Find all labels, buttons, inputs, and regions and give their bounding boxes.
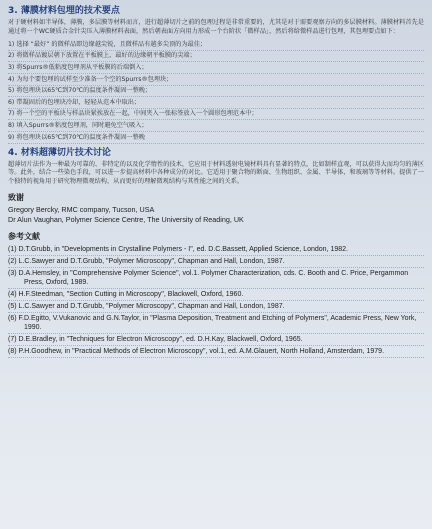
section3-steps-list (8, 39, 424, 143)
reference-item: (3) D.A.Hemsley, in "Comprehensive Polymer Science", vol.1. Polymer Characterization, cds. C. Booth and C. Price, Pergammon Press, Oxford, 1989. (8, 268, 424, 289)
step-item: 4) 为每个要包埋的试样至少准备一个空的Spurrs®包埋块； (8, 74, 424, 86)
reference-item: (7) D.E.Bradley, in "Techniques for Electron Microscopy", ed. D.H.Kay, Blackwell, Oxford, 1965. (8, 334, 424, 346)
references-list (8, 244, 424, 358)
step-item: 7) 将一个空的平板块与样品块紧挨放在一起，中间夹入一张标签放入一个圆形包埋范本中； (8, 109, 424, 121)
reference-item: (2) L.C.Sawyer and D.T.Grubb, "Polymer Microscopy", Chapman and Hall, London, 1987. (8, 256, 424, 268)
acknowledgement-line: Gregory Bercky, RMC company, Tucson, USA (8, 205, 155, 215)
section3-title: 3. 薄膜材料包埋的技术要点 (8, 6, 120, 16)
references-title: 参考文献 (8, 231, 40, 241)
reference-item: (6) F.D.Egitto, V.Vukanovic and G.N.Taylor, in "Plasma Deposition, Treatment and Etching of Polymers", Academic Press, New York, 1990. (8, 313, 424, 334)
acknowledgement-line: Dr Alun Vaughan, Polymer Science Centre, The University of Reading, UK (8, 214, 244, 224)
section4-body: 超薄切片法作为一种最为可靠的、非特定的以及化学惰性的技术，它应用于材料透射电镜材料具有显著的特点，比如制样直观，可以获得大而均匀的薄区等。此外，结合一些染色手段，可以进一步提高材料中各种成分的对比。它适用于聚合物的断面、生物组织、金属、半导体，和玻璃等等材料。提供了一个独特的视角用于研究物理微观结构，从而更好的理解微观结构与其性能之间的关系。 (8, 160, 424, 185)
reference-item: (5) L.C.Sawyer and D.T.Grubb, "Polymer Microscopy", Chapman and Hall, London, 1987. (8, 301, 424, 313)
step-item: 2) 将微样品镀层朝下放置在平板膜上，最好的边缘朝平板膜的尖端； (8, 51, 424, 63)
reference-item: (1) D.T.Grubb, in "Developments in Crystalline Polymers - I", ed. D.C.Bassett, Applied Science, London, 1982. (8, 244, 424, 256)
step-item: 8) 填入Spurrs®粘度包埋剂，同时避免空气吸入； (8, 120, 424, 132)
section4-title: 4. 材料超薄切片技术讨论 (8, 147, 111, 158)
reference-item: (8) P.H.Goodhew, in "Practical Methods of Electron Microscopy", vol.1, ed. A.M.Glauert, North Holland, Amsterdam, 1979. (8, 346, 424, 358)
step-item: 3) 将Spurrs®低粘度包埋剂从平板膜的后端倒入； (8, 62, 424, 74)
step-item: 9) 将包埋块以65℃到70℃的温度条件凝固一整晚 (8, 132, 424, 144)
section3-intro: 对于硬材料如半导体，薄膜，多层膜等材料而言，进行超薄切片之前的包埋过程是非常重要的，尤其是对于需要观察方向的多层膜材料。薄膜材料首先是通过将一个WC硬质合金针尖压入薄膜材料表面，然后朝表面方向用力形成一个台阶状「微样品」，然后将给微样品进行包埋，其包埋要点如下： (8, 19, 424, 35)
reference-item: (4) H.F.Steedman, "Section Cutting in Microscopy", Blackwell, Oxford, 1960. (8, 289, 424, 301)
step-item: 6) 带凝固后的包埋块冷却，轻轻从范本中取出； (8, 97, 424, 109)
acknowledgements-title: 致谢 (8, 193, 24, 203)
step-item: 5) 将包埋块以65℃到70℃的温度条件凝固一整晚； (8, 86, 424, 98)
step-item: 1) 选择 “最好” 的微样品即边缘越尖锐，且微样品有越多尖顶的为最佳； (8, 39, 424, 51)
